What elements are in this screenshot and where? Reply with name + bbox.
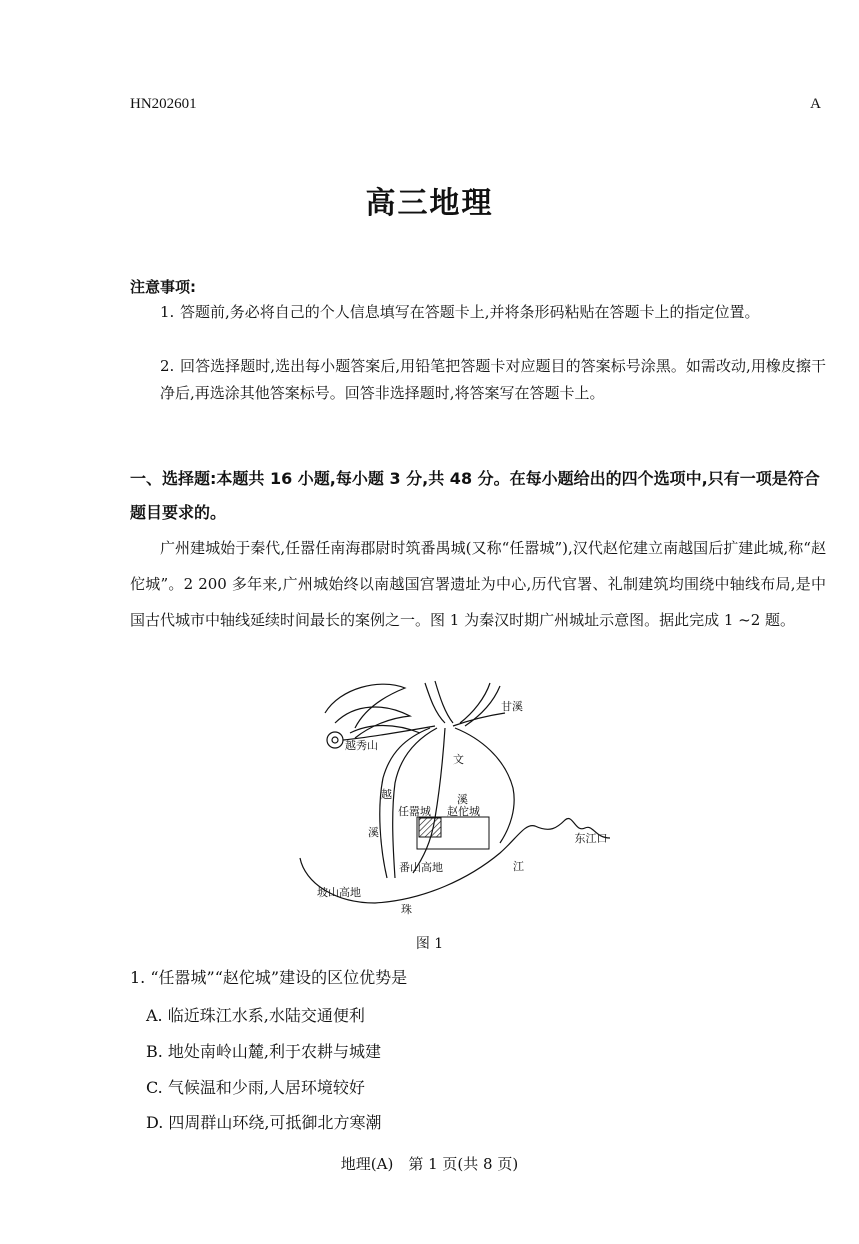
option-a: A. 临近珠江水系,水陆交通便利 [146, 1006, 365, 1025]
exam-code: HN202601 [130, 96, 197, 112]
yuexi-stream [393, 728, 437, 878]
figure-caption: 图 1 [415, 936, 444, 952]
label-renxiao: 任嚣城 [398, 805, 431, 818]
note-number: 1. [160, 303, 175, 321]
label-wen: 文 [453, 753, 464, 766]
section-heading: 一、选择题:本题共 16 小题,每小题 3 分,共 48 分。在每小题给出的四个选项中,只有一项是符合题目要求的。 [130, 469, 820, 522]
notes-heading: 注意事项: [130, 278, 196, 296]
note-item-1 [160, 299, 826, 326]
label-dongjiang: 东江口 [574, 832, 608, 845]
wenxi-stream [413, 728, 445, 873]
page-footer: 地理(A) 第 1 页(共 8 页) [340, 1155, 519, 1173]
label-xi-wen: 溪 [457, 793, 468, 806]
renxiao-city [419, 818, 441, 837]
hill-contour [335, 707, 410, 738]
label-yue: 越 [381, 788, 392, 801]
hill-peak [332, 737, 338, 743]
label-yuexiu: 越秀山 [345, 739, 378, 752]
east-stream [455, 728, 514, 843]
intro-paragraph: 广州建城始于秦代,任嚣任南海郡尉时筑番禺城(又称“任嚣城”),汉代赵佗建立南越国后扩建此城,称“赵佗城”。2 200 多年来,广州城始终以南越国宫署遗址为中心,历代官署、礼制建筑均围绕中轴线布局,是中国古代城市中轴线延续时间最长的案例之一。图 1 为秦汉时期广州城址示意图。据此完成 1 ~2 题。 [130, 539, 826, 629]
label-ganxi: 甘溪 [501, 700, 523, 713]
label-zhu: 珠 [401, 903, 412, 916]
label-panshan: 番山高地 [399, 861, 443, 874]
paper-version: A [810, 96, 821, 112]
label-jiang: 江 [513, 860, 524, 873]
label-zhaotuo: 赵佗城 [447, 805, 480, 818]
label-xi-yue: 溪 [368, 826, 379, 839]
option-d: D. 四周群山环绕,可抵御北方寒潮 [146, 1113, 382, 1132]
question-stem: 1. “任嚣城”“赵佗城”建设的区位优势是 [130, 968, 408, 987]
note-number: 2. [160, 357, 175, 375]
option-b: B. 地处南岭山麓,利于农耕与城建 [146, 1042, 382, 1061]
stream [435, 681, 453, 723]
note-item-2 [160, 353, 826, 407]
note-text: 答题前,务必将自己的个人信息填写在答题卡上,并将条形码粘贴在答题卡上的指定位置。 [180, 303, 760, 321]
note-text: 回答选择题时,选出每小题答案后,用铅笔把答题卡对应题目的答案标号涂黑。如需改动,用橡皮擦干净后,再选涂其他答案标号。回答非选择题时,将答案写在答题卡上。 [160, 357, 826, 402]
label-poshan: 坡山高地 [317, 886, 361, 899]
hill-contour [350, 726, 420, 734]
page-title: 高三地理 [365, 186, 494, 221]
option-c: C. 气候温和少雨,人居环境较好 [146, 1078, 365, 1097]
yuexi-stream [380, 728, 430, 878]
city-site-map [295, 678, 625, 918]
hill-peak [327, 732, 343, 748]
